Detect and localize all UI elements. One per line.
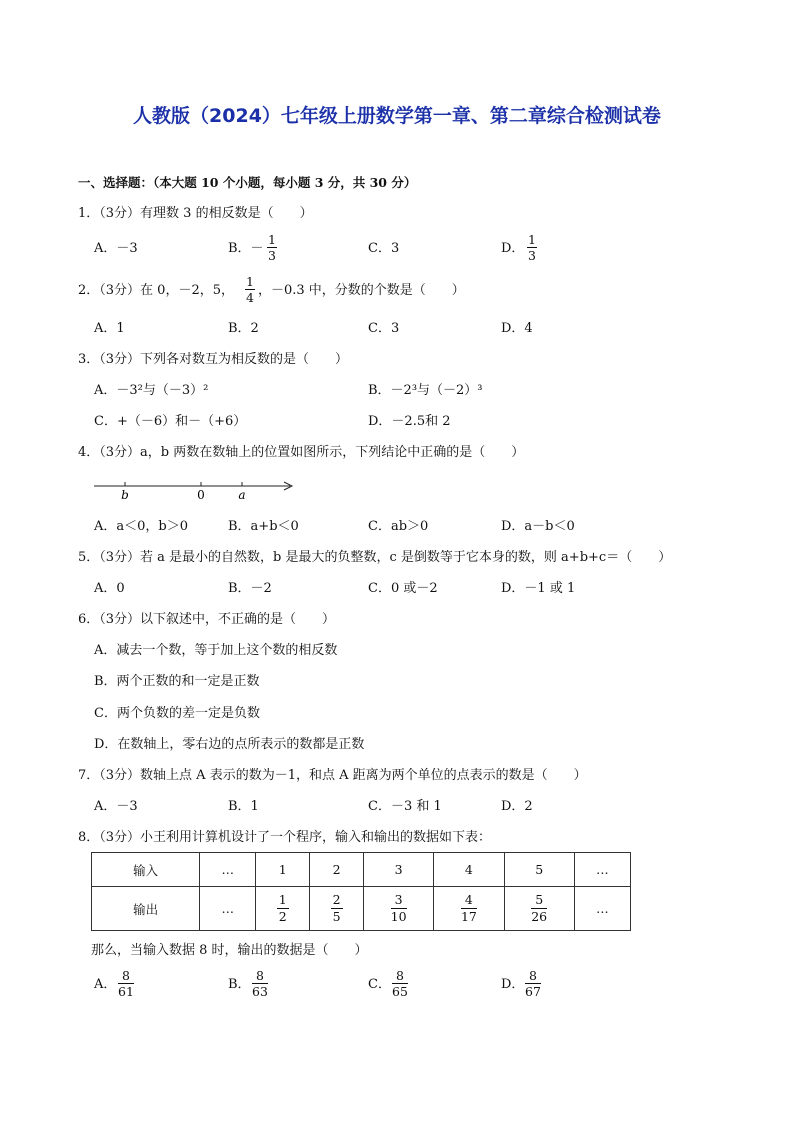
output-fraction: [331, 893, 343, 924]
question-3-stem: 3．（3分）下列各对数互为相反数的是（ ）: [78, 352, 349, 367]
q2-option-c[interactable]: C．3: [368, 321, 400, 336]
table-cell: [504, 887, 574, 931]
question-4-stem: 4．（3分）a，b 两数在数轴上的位置如图所示，下列结论中正确的是（ ）: [78, 445, 525, 460]
table-cell: [434, 887, 504, 931]
question-5-stem: 5．（3分）若 a 是最小的自然数，b 是最大的负整数，c 是倒数等于它本身的数，则 a+b+c＝（ ）: [78, 550, 672, 565]
table-cell: …: [200, 853, 256, 887]
fraction-denominator: 2: [278, 909, 287, 924]
q1-option-d-fraction: [527, 233, 537, 262]
fraction-numerator: 8: [252, 969, 268, 984]
q4-option-b[interactable]: B．a+b＜0: [228, 519, 299, 534]
q1-option-b-fraction: [267, 233, 277, 262]
question-2-stem-part1: 2．（3分）在 0，－2，5，: [78, 283, 234, 298]
page-title: 人教版（2024）七年级上册数学第一章、第二章综合检测试卷: [133, 105, 661, 127]
fraction-numerator: 1: [278, 892, 287, 907]
fraction-numerator: 8: [118, 969, 134, 984]
label-0: 0: [197, 488, 205, 502]
fraction-denominator: 65: [392, 984, 408, 999]
q1-option-c[interactable]: C．3: [368, 241, 400, 256]
question-2-stem-part2: ，－0.3 中，分数的个数是（ ）: [258, 283, 465, 298]
table-cell: 1: [256, 853, 310, 887]
q6-option-d[interactable]: D．在数轴上，零右边的点所表示的数都是正数: [94, 737, 365, 752]
q8-option-d[interactable]: D．: [501, 977, 525, 992]
q8-option-b[interactable]: B．: [228, 977, 251, 992]
output-fraction: [531, 893, 547, 924]
q1-option-d[interactable]: D．: [501, 241, 525, 256]
fraction-numerator: 1: [246, 274, 254, 289]
fraction-numerator: 5: [531, 893, 547, 909]
q2-option-b[interactable]: B．2: [228, 321, 259, 336]
table-cell: 输出: [92, 887, 200, 931]
table-cell: 输入: [92, 853, 200, 887]
q3-option-a[interactable]: A．－3²与（－3）²: [94, 383, 209, 398]
fraction-denominator: 4: [246, 290, 254, 305]
question-6-stem: 6．（3分）以下叙述中，不正确的是（ ）: [78, 612, 336, 627]
q4-option-a[interactable]: A．a＜0，b＞0: [94, 519, 189, 534]
fraction-denominator: 3: [268, 248, 276, 263]
number-line-figure: [90, 474, 300, 504]
output-fraction: [391, 893, 407, 924]
q6-option-b[interactable]: B．两个正数的和一定是正数: [94, 674, 260, 689]
q4-option-d[interactable]: D．a－b＜0: [501, 519, 575, 534]
q8-option-c-fraction: [392, 969, 408, 998]
table-cell: …: [574, 853, 630, 887]
output-fraction: [277, 893, 289, 924]
q1-option-a[interactable]: A．－3: [94, 241, 138, 256]
q5-option-c[interactable]: C．0 或－2: [368, 581, 438, 596]
table-row: [92, 887, 631, 931]
section-heading: 一、选择题：（本大题 10 个小题，每小题 3 分，共 30 分）: [78, 175, 417, 190]
q6-option-c[interactable]: C．两个负数的差一定是负数: [94, 706, 260, 721]
fraction-denominator: 67: [525, 984, 541, 999]
table-cell: …: [574, 887, 630, 931]
label-b: b: [121, 488, 129, 502]
q3-option-b[interactable]: B．－2³与（－2）³: [368, 383, 483, 398]
q1-option-b[interactable]: B．－: [228, 241, 264, 256]
fraction-denominator: 17: [460, 909, 477, 924]
fraction-numerator: 8: [392, 969, 408, 984]
q8-option-a[interactable]: A．: [94, 977, 117, 992]
table-cell: …: [200, 887, 256, 931]
q7-option-d[interactable]: D．2: [501, 799, 533, 814]
fraction-denominator: 5: [332, 909, 341, 924]
q5-option-a[interactable]: A．0: [94, 581, 125, 596]
fraction-numerator: 1: [528, 232, 536, 247]
q2-option-d[interactable]: D．4: [501, 321, 533, 336]
q8-option-a-fraction: [118, 969, 134, 998]
table-cell: 3: [363, 853, 433, 887]
q4-option-c[interactable]: C．ab＞0: [368, 519, 429, 534]
question-8-followup: 那么，当输入数据 8 时，输出的数据是（ ）: [91, 943, 368, 958]
fraction-numerator: 3: [391, 893, 407, 909]
fraction-denominator: 3: [528, 248, 536, 263]
output-fraction: [461, 893, 477, 924]
fraction-denominator: 61: [118, 984, 134, 999]
input-output-table: [91, 852, 631, 931]
fraction-numerator: 8: [525, 969, 541, 984]
q7-option-c[interactable]: C．－3 和 1: [368, 799, 442, 814]
q2-stem-fraction: [245, 275, 255, 304]
q6-option-a[interactable]: A．减去一个数，等于加上这个数的相反数: [94, 643, 338, 658]
q7-option-b[interactable]: B．1: [228, 799, 259, 814]
fraction-numerator: 2: [332, 892, 341, 907]
fraction-denominator: 26: [531, 909, 548, 924]
table-cell: 4: [434, 853, 504, 887]
q5-option-b[interactable]: B．－2: [228, 581, 272, 596]
q5-option-d[interactable]: D．－1 或 1: [501, 581, 576, 596]
table-cell: 2: [310, 853, 364, 887]
question-7-stem: 7．（3分）数轴上点 A 表示的数为－1，和点 A 距离为两个单位的点表示的数是（ ）: [78, 768, 587, 783]
q3-option-c[interactable]: C．+（－6）和－（+6）: [94, 414, 247, 429]
table-cell: [310, 887, 364, 931]
fraction-denominator: 10: [390, 909, 407, 924]
table-cell: [256, 887, 310, 931]
fraction-denominator: 63: [252, 984, 268, 999]
question-8-stem: 8．（3分）小王利用计算机设计了一个程序，输入和输出的数据如下表：: [78, 830, 492, 845]
q3-option-d[interactable]: D．－2.5和 2: [368, 414, 451, 429]
fraction-numerator: 1: [268, 232, 276, 247]
q7-option-a[interactable]: A．－3: [94, 799, 138, 814]
q8-option-d-fraction: [525, 969, 541, 998]
table-row: [92, 853, 631, 887]
q2-option-a[interactable]: A．1: [94, 321, 125, 336]
table-cell: 5: [504, 853, 574, 887]
q8-option-c[interactable]: C．: [368, 977, 391, 992]
question-1-stem: 1．（3分）有理数 3 的相反数是（ ）: [78, 206, 313, 221]
q8-option-b-fraction: [252, 969, 268, 998]
fraction-numerator: 4: [461, 893, 477, 909]
table-cell: [363, 887, 433, 931]
label-a: a: [238, 488, 246, 502]
